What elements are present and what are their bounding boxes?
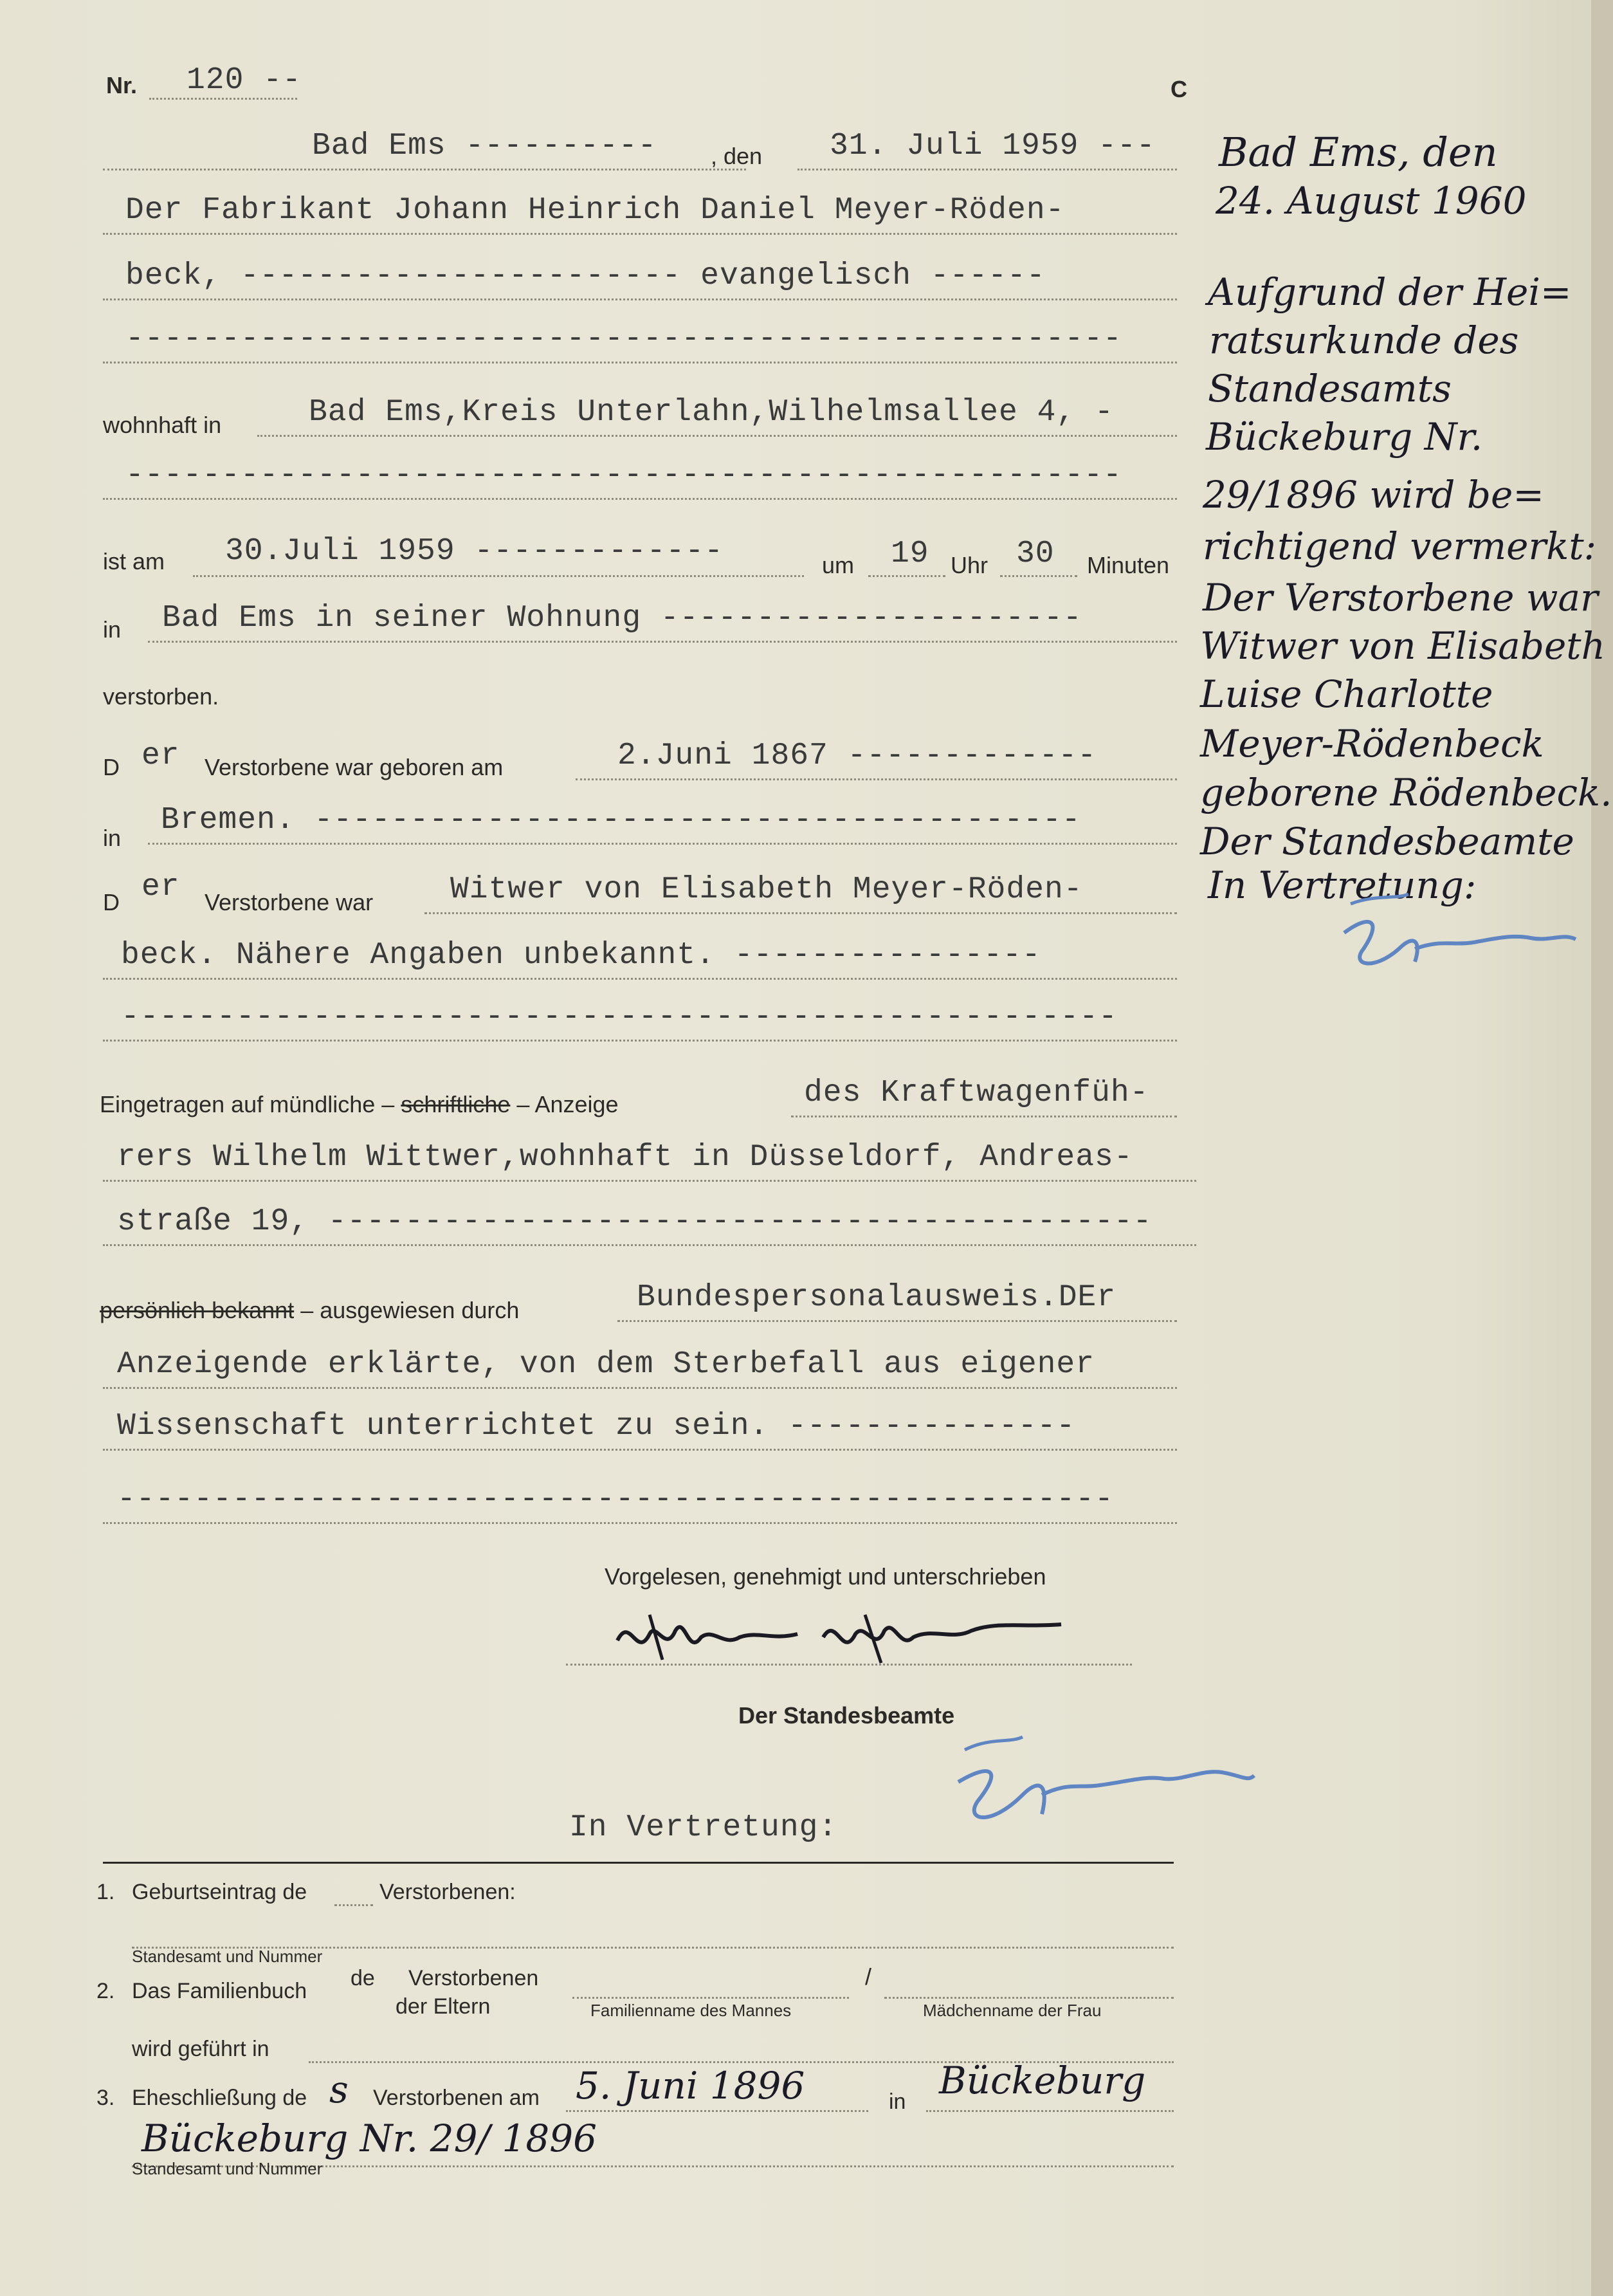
person-line-2: beck, ----------------------- evangelisch ------ [125, 259, 1046, 293]
birth-place-label: in [103, 825, 122, 851]
margin-line-9: Der Verstorbene war [1203, 576, 1598, 620]
item1-sub: Standesamt und Nummer [132, 1947, 323, 1966]
registration-line-1: des Kraftwagenfüh- [804, 1076, 1149, 1110]
item3-registry-entry: Bückeburg Nr. 29/ 1896 [141, 2117, 597, 2160]
margin-line-6: Bückeburg Nr. [1206, 415, 1483, 459]
informant-signature [611, 1602, 1100, 1673]
margin-line-15: In Vertretung: [1208, 863, 1477, 907]
item3-marriage-date: 5. Juni 1896 [576, 2064, 805, 2108]
item2-slash: / [865, 1963, 872, 1990]
registration-line-2: rers Wilhelm Wittwer,wohnhaft in Düsseldorf, Andreas- [117, 1140, 1133, 1175]
status-line-1: Witwer von Elisabeth Meyer-Röden- [450, 872, 1083, 907]
item2-wife-label: Mädchenname der Frau [923, 2001, 1102, 2020]
status-label: Verstorbene war [205, 889, 374, 915]
identification-label: persönlich bekannt – ausgewiesen durch [100, 1297, 520, 1323]
page-edge [1591, 0, 1613, 2296]
item3-number: 3. [96, 2086, 115, 2110]
margin-line-3: Aufgrund der Hei= [1208, 270, 1572, 314]
identification-line-2: Anzeigende erklärte, von dem Sterbefall aus eigener [117, 1347, 1095, 1382]
item3-marriage-place: Bückeburg [939, 2059, 1146, 2102]
registration-line-3: straße 19, ------------------------------------------- [117, 1204, 1153, 1239]
item3-verstorbenen: Verstorbenen am [373, 2086, 540, 2110]
item2-kept-in: wird geführt in [132, 2037, 269, 2061]
item2-de: de [351, 1966, 375, 1990]
margin-line-12: Meyer-Rödenbeck [1200, 722, 1544, 766]
item3-s-fill: s [329, 2068, 349, 2111]
margin-line-8: richtigend vermerkt: [1203, 524, 1597, 568]
birth-d-label: D [103, 754, 120, 780]
item3-in-label: in [889, 2089, 906, 2114]
death-date: 30.Juli 1959 ------------- [225, 534, 724, 569]
margin-line-4: ratsurkunde des [1209, 318, 1519, 362]
margin-line-14: Der Standesbeamte [1200, 820, 1574, 863]
death-hour: 19 [891, 537, 929, 571]
margin-line-2: 24. August 1960 [1216, 179, 1527, 223]
birth-date: 2.Juni 1867 ------------- [617, 739, 1097, 773]
item3-label: Eheschließung de [132, 2086, 307, 2110]
record-date: 31. Juli 1959 --- [830, 129, 1156, 163]
birth-place: Bremen. ---------------------------------------- [161, 803, 1081, 838]
margin-signature [1338, 888, 1582, 991]
identification-line-1: Bundespersonalausweis.DEr [637, 1280, 1116, 1315]
death-date-label: ist am [103, 548, 165, 574]
margin-line-7: 29/1896 wird be= [1203, 473, 1544, 517]
residence-label: wohnhaft in [103, 412, 222, 438]
margin-line-1: Bad Ems, den [1219, 129, 1498, 176]
status-d-label: D [103, 889, 120, 915]
birth-er-fill: er [141, 739, 180, 773]
place: Bad Ems ---------- [312, 129, 657, 163]
status-er-fill: er [141, 870, 180, 905]
registration-label: Eingetragen auf mündliche – schriftliche – Anzeige [100, 1091, 619, 1117]
identification-line-4: ---------------------------------------------------- [117, 1482, 1114, 1517]
nr-label: Nr. [106, 72, 138, 98]
margin-line-11: Luise Charlotte [1200, 672, 1493, 716]
item3-sub: Standesamt und Nummer [132, 2159, 323, 2178]
margin-line-5: Standesamts [1208, 367, 1452, 410]
item2-eltern: der Eltern [396, 1994, 491, 2019]
item2-label: Das Familienbuch [132, 1979, 307, 2003]
nr-value: 120 -- [187, 63, 302, 98]
margin-line-10: Witwer von Elisabeth [1200, 624, 1605, 668]
person-line-1: Der Fabrikant Johann Heinrich Daniel Meyer-Röden- [125, 193, 1065, 228]
death-place: Bad Ems in seiner Wohnung ---------------------- [162, 601, 1082, 636]
den-label: , den [711, 143, 763, 169]
registrar-signature [952, 1724, 1261, 1853]
death-minute: 30 [1016, 537, 1055, 571]
uhr-label: Uhr [951, 552, 989, 578]
margin-line-13: geborene Rödenbeck. [1200, 771, 1612, 814]
verstorben-label: verstorben. [103, 683, 219, 710]
item1-verstorbenen: Verstorbenen: [379, 1880, 516, 1904]
item2-verstorbenen: Verstorbenen [408, 1966, 539, 1990]
deputy-label: In Vertretung: [569, 1810, 838, 1845]
person-line-3: ---------------------------------------------------- [125, 322, 1122, 356]
item1-number: 1. [96, 1880, 115, 1904]
residence-line-2: ---------------------------------------------------- [125, 458, 1122, 493]
status-line-3: ---------------------------------------------------- [121, 1000, 1118, 1034]
registrar-label: Der Standesbeamte [738, 1702, 955, 1729]
death-place-label: in [103, 616, 122, 643]
um-label: um [822, 552, 855, 578]
birth-label: Verstorbene war geboren am [205, 754, 504, 780]
minuten-label: Minuten [1087, 552, 1170, 578]
status-line-2: beck. Nähere Angaben unbekannt. ---------------- [121, 938, 1041, 973]
identification-line-3: Wissenschaft unterrichtet zu sein. --------------- [117, 1409, 1076, 1444]
item1-label: Geburtseintrag de [132, 1880, 307, 1904]
item2-husband-label: Familienname des Mannes [590, 2001, 792, 2020]
read-approved-label: Vorgelesen, genehmigt und unterschrieben [605, 1563, 1046, 1590]
item2-number: 2. [96, 1979, 115, 2003]
form-letter: C [1171, 76, 1187, 102]
residence-value: Bad Ems,Kreis Unterlahn,Wilhelmsallee 4, - [309, 395, 1114, 430]
